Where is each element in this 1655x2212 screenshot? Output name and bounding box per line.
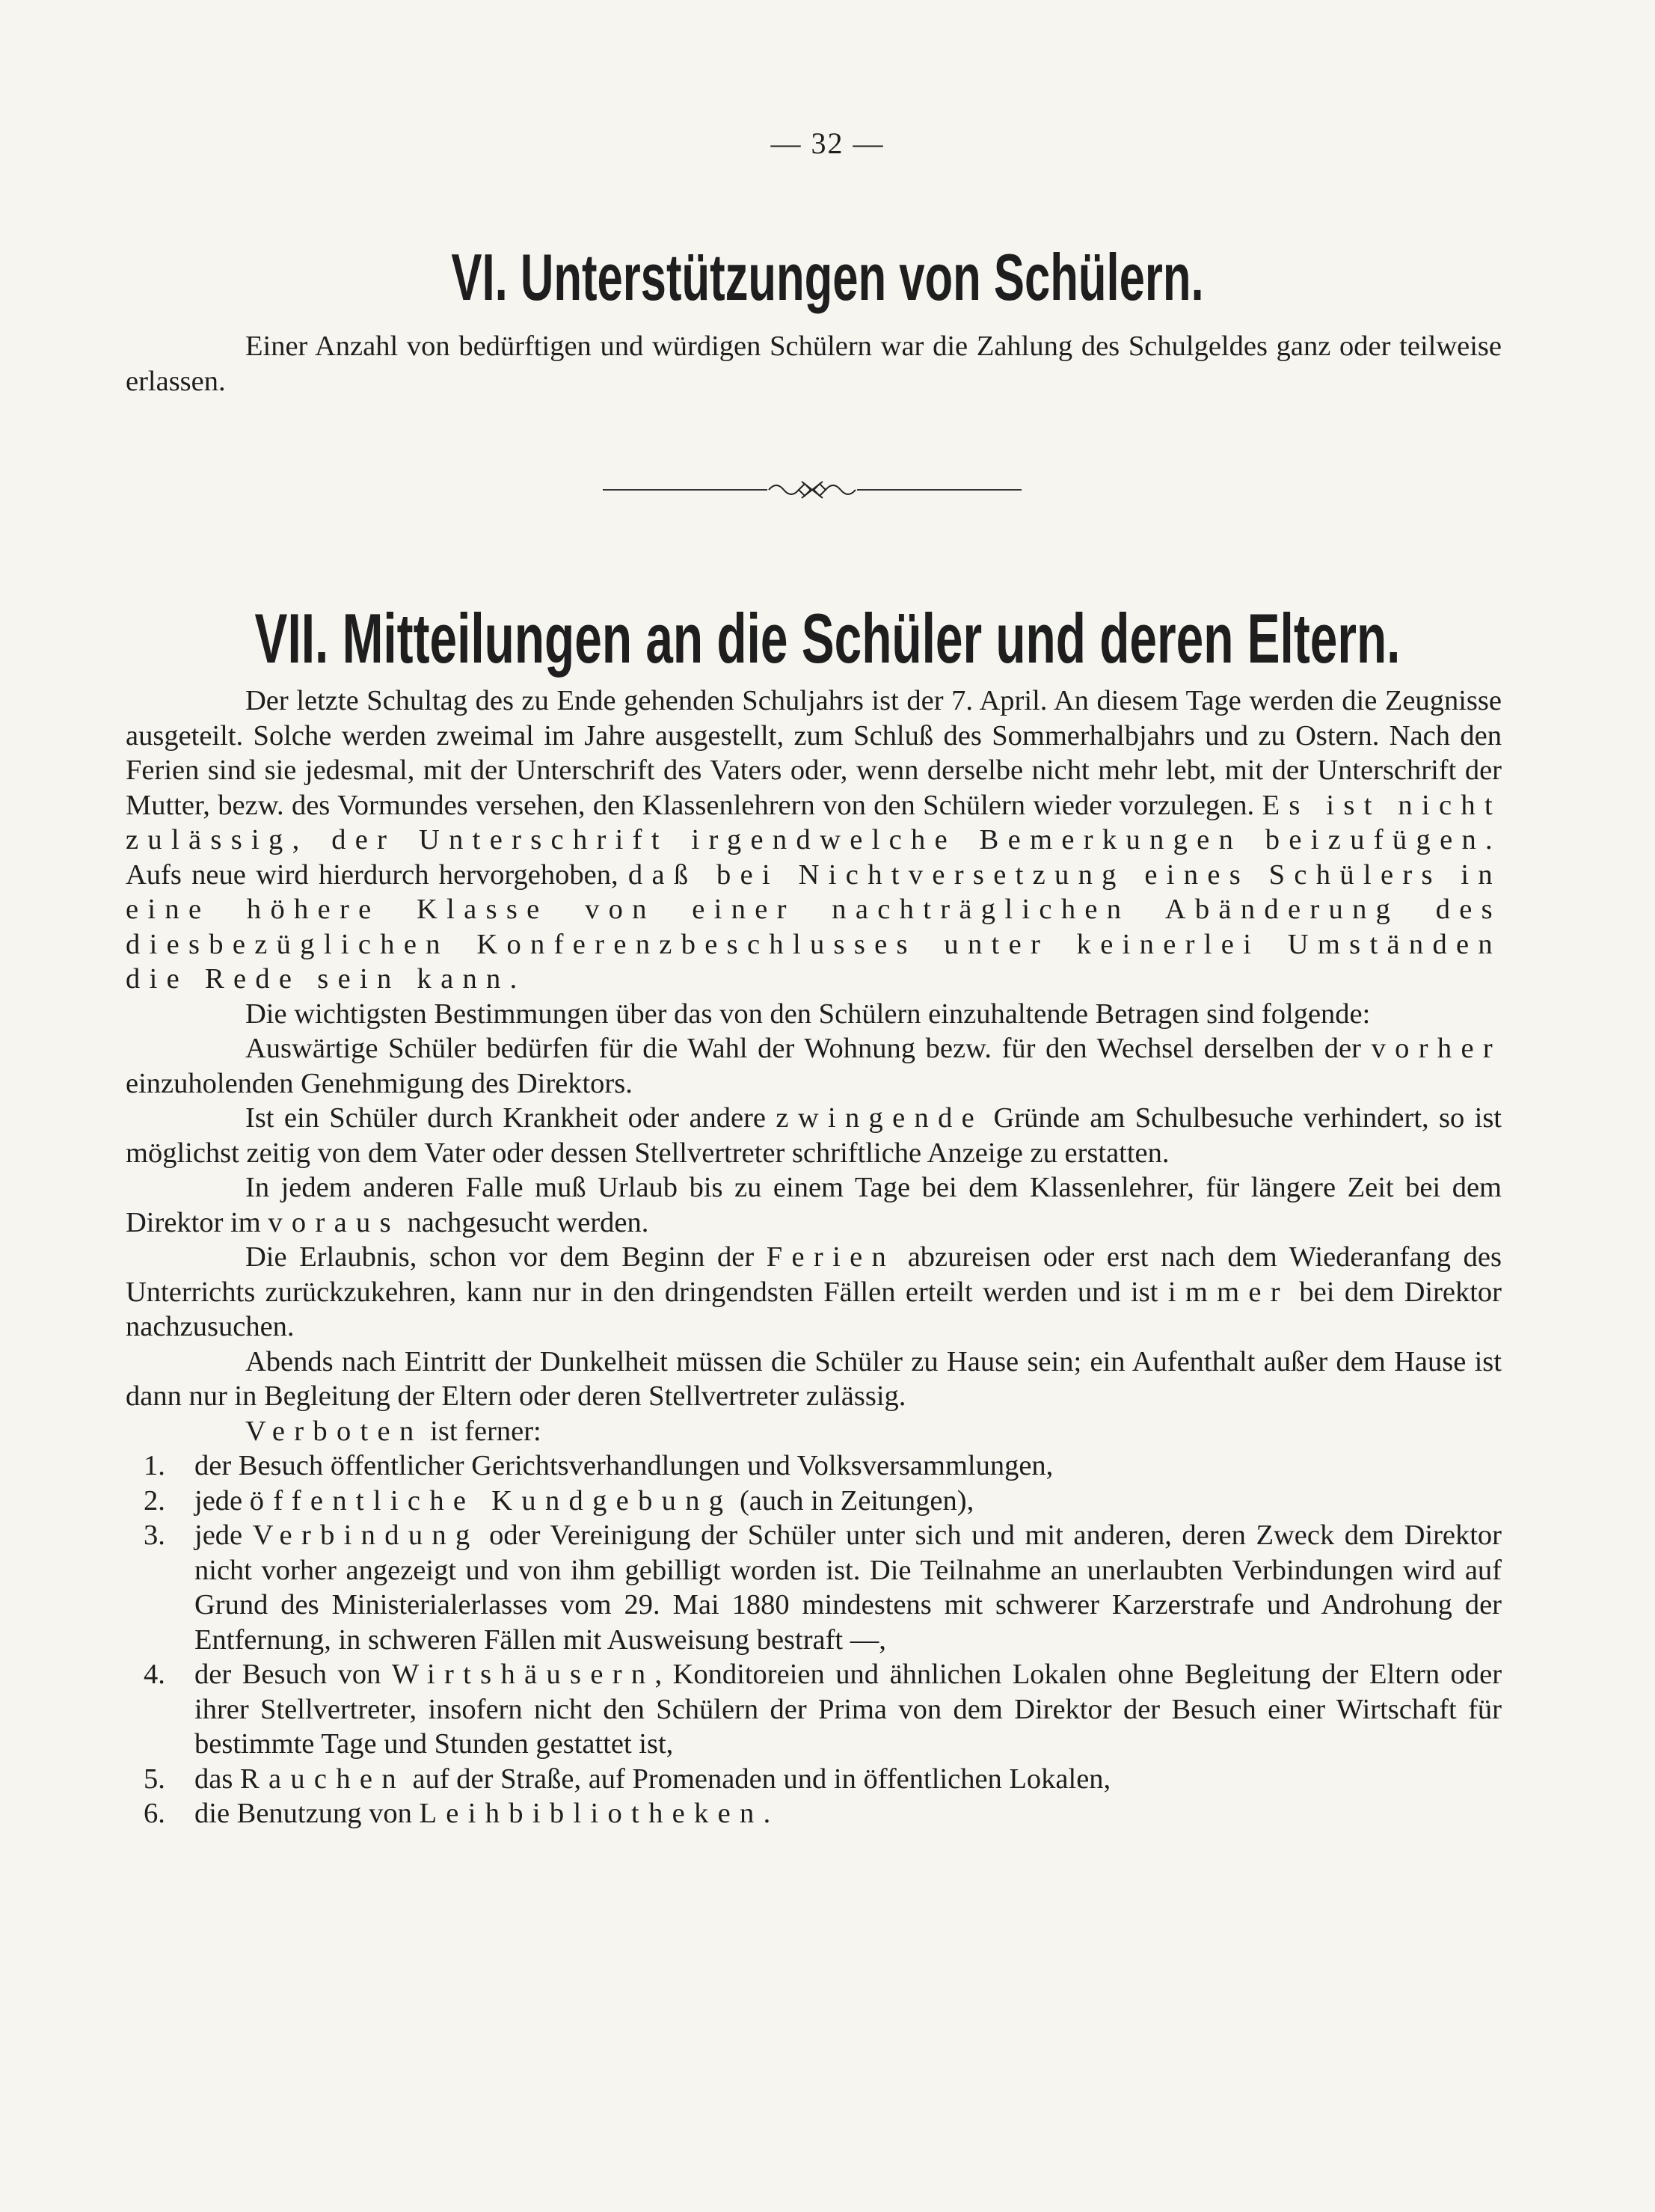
text-span: Auswärtige Schüler bedürfen für die Wahl der Wohnung bezw. für den Wechsel derselben der: [245, 1033, 1361, 1064]
text-span: Gründe am Schulbesuche verhindert, so ist möglichst zeitig von dem Vater oder dessen Stellvertreter schriftliche Anzeige zu erstatten.: [126, 1102, 1502, 1169]
text-span: Die Erlaubnis, schon vor dem Beginn der: [245, 1241, 755, 1273]
text-span: nachgesucht werden.: [407, 1206, 649, 1238]
list-item: [126, 1762, 1502, 1797]
text-span: bei dem Direktor nachzusuchen.: [126, 1276, 1502, 1342]
list-item: [126, 1657, 1502, 1762]
list-number: 4.: [144, 1659, 165, 1690]
emphasized-text: Rauchen: [239, 1763, 405, 1795]
paragraph-report-cards: [126, 683, 1502, 997]
paragraph-lodging: [126, 1031, 1502, 1101]
text-span: der Besuch von: [194, 1659, 381, 1690]
emphasized-text: vorher: [1371, 1033, 1502, 1064]
text-span: abzureisen oder erst nach dem Wiederanfang des Unterrichts zurückzukehren, kann nur in den dringendsten Fällen erteilt werden und ist: [126, 1241, 1502, 1308]
section-vii-body: [126, 683, 1502, 1831]
emphasized-text: immer: [1167, 1276, 1289, 1308]
emphasized-text: Leihbibliotheken: [419, 1798, 764, 1829]
text-span: Der letzte Schultag des zu Ende gehenden Schuljahrs ist der 7. April. An diesem Tage werden die Zeugnisse ausgeteilt. Solche werden zweimal im Jahre ausgestellt, zum Schluß des Sommerhalbjahrs und zu Ostern. Nach den Ferien sind sie jedesmal, mit der Unterschrift des Vaters oder, wenn derselbe nicht mehr lebt, mit der Unterschrift der Mutter, bezw. des Vormundes versehen, den Klassenlehrern von den Schülern wieder vorzulegen.: [126, 685, 1502, 821]
text-span: auf der Straße, auf Promenaden und in öffentlichen Lokalen,: [412, 1763, 1111, 1795]
text-span: jede: [194, 1520, 243, 1551]
emphasized-text: Es ist nicht zulässig, der Unterschrift irgendwelche Bemerkungen beizufügen.: [126, 789, 1502, 855]
paragraph-leave: [126, 1170, 1502, 1240]
list-number: 6.: [144, 1798, 165, 1829]
list-item: [126, 1518, 1502, 1657]
text-span: die Benutzung von: [194, 1798, 412, 1829]
text-span: (auch in Zeitungen),: [739, 1484, 974, 1517]
text-span: In jedem anderen Falle muß Urlaub bis zu einem Tage bei dem Klassenlehrer, für längere Zeit bei dem Direktor im: [126, 1172, 1502, 1238]
emphasized-text: Verbindung: [252, 1520, 479, 1551]
emphasized-text: Verboten: [245, 1415, 423, 1447]
list-number: 3.: [144, 1520, 165, 1551]
emphasized-text: daß bei Nichtversetzung eines Schülers in eine höhere Klasse von einer nachträglichen Abänderung des diesbezüglichen Konferenzbeschlusses unter keinerlei Umständen die Rede sein kann.: [126, 858, 1502, 995]
list-number: 2.: [144, 1484, 165, 1517]
text-span: ist ferner:: [430, 1415, 541, 1447]
ornamental-divider: [603, 479, 1022, 501]
page-number: — 32 —: [770, 126, 885, 160]
emphasized-text: zwingende: [776, 1102, 984, 1134]
text-span: das: [194, 1763, 233, 1795]
text-span: der Besuch öffentlicher Gerichtsverhandlungen und Volksversammlungen,: [194, 1450, 1054, 1481]
paragraph-illness: [126, 1101, 1502, 1170]
emphasized-text: Wirtshäusern: [391, 1659, 655, 1690]
section-vi-body: [126, 329, 1502, 399]
text-span: einzuholenden Genehmigung des Direktors.: [126, 1067, 633, 1099]
emphasized-text: Ferien: [766, 1241, 896, 1273]
list-item: [126, 1484, 1502, 1519]
section-vi-paragraph: Einer Anzahl von bedürftigen und würdigen Schülern war die Zahlung des Schulgeldes ganz oder teilweise erlassen.: [126, 331, 1502, 397]
text-span: oder Vereinigung der Schüler unter sich und mit anderen, deren Zweck dem Direktor nicht vorher angezeigt und von ihm gebilligt worden ist. Die Teilnahme an unerlaubten Verbindungen wird auf Grund des Ministerialerlasses vom 29. Mai 1880 mindestens mit schwerer Karzerstrafe und Androhung der Entfernung, in schweren Fällen mit Ausweisung bestraft —,: [194, 1520, 1502, 1656]
text-span: .: [763, 1798, 771, 1829]
paragraph-regulations-intro: Die wichtigsten Bestimmungen über das von den Schülern einzuhaltende Betragen sind folgende:: [245, 998, 1371, 1030]
text-span: jede: [194, 1484, 243, 1517]
text-span: , Konditoreien und ähnlichen Lokalen ohne Begleitung der Eltern oder ihrer Stellvertreter, insofern nicht den Schülern der Prima von dem Direktor der Besuch einer Wirtschaft für bestimmte Tage und Stunden gestattet ist,: [194, 1659, 1502, 1760]
section-heading-vi: VI. Unterstützungen von Schülern.: [451, 240, 1204, 314]
section-heading-vii: VII. Mitteilungen an die Schüler und deren Eltern.: [254, 599, 1401, 678]
list-item: [126, 1448, 1502, 1484]
prohibitions-list: [126, 1448, 1502, 1831]
emphasized-text: voraus: [268, 1206, 400, 1238]
paragraph-holidays: [126, 1240, 1502, 1345]
paragraph-curfew: Abends nach Eintritt der Dunkelheit müssen die Schüler zu Hause sein; ein Aufenthalt außer dem Hause ist dann nur in Begleitung der Eltern oder deren Stellvertreter zulässig.: [126, 1345, 1502, 1412]
list-number: 1.: [144, 1450, 165, 1481]
emphasized-text: öffentliche Kundgebung: [249, 1484, 733, 1517]
list-item: [126, 1796, 1502, 1831]
text-span: Aufs neue wird hierdurch hervorgehoben,: [126, 858, 618, 891]
list-number: 5.: [144, 1763, 165, 1795]
paragraph-prohibitions-intro: [126, 1414, 1502, 1449]
text-span: Ist ein Schüler durch Krankheit oder andere: [245, 1102, 767, 1134]
